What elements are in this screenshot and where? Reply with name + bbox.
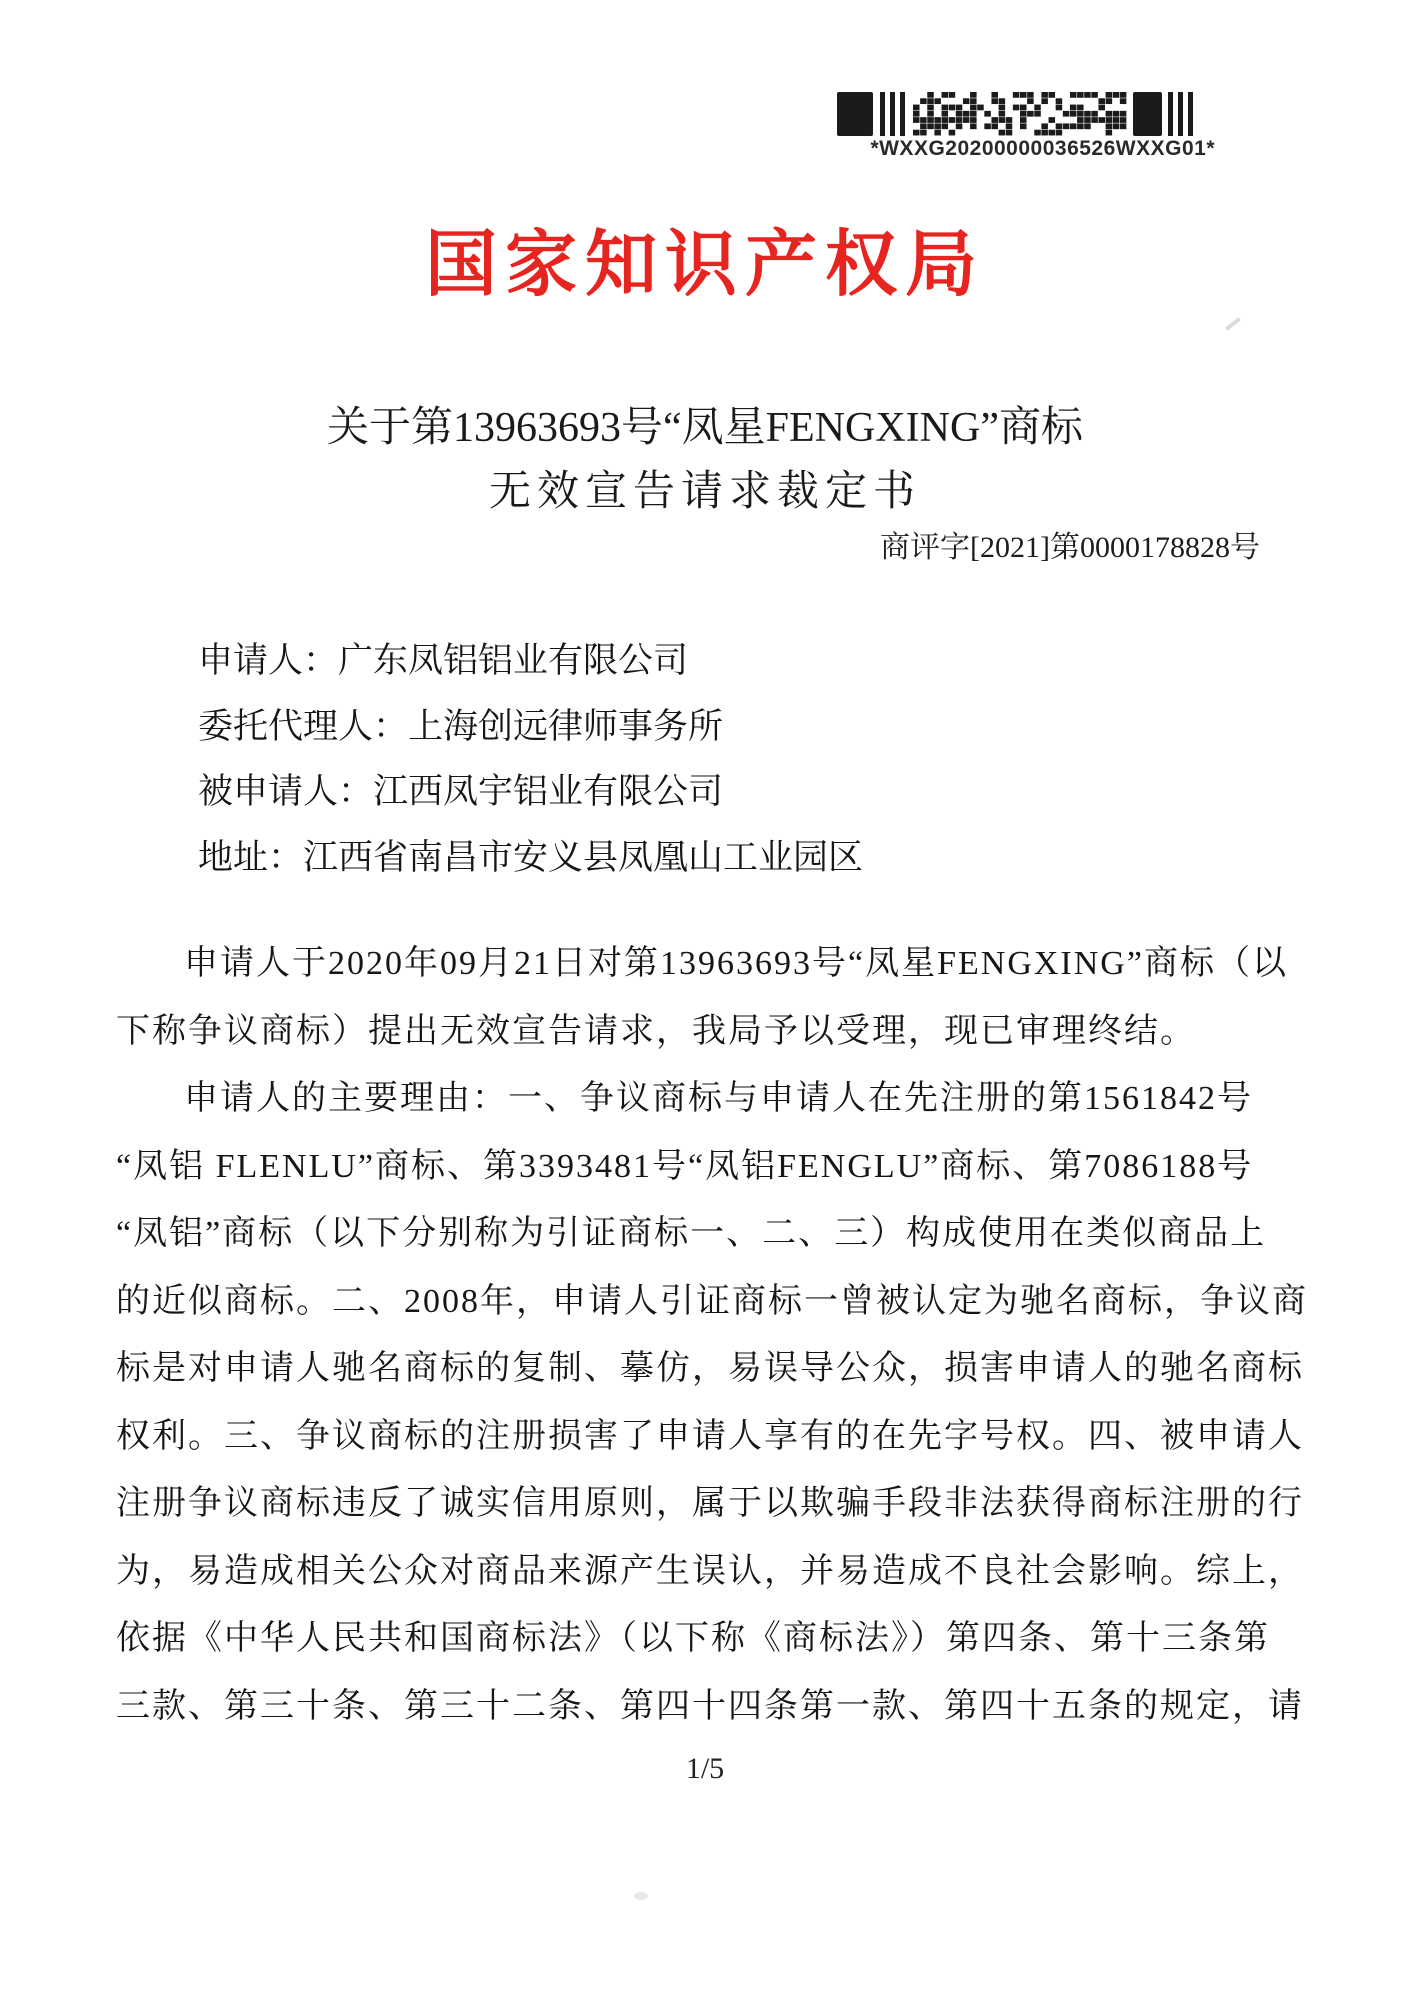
barcode-block — [837, 92, 1215, 161]
barcode-text: *WXXG20200000036526WXXG01* — [870, 137, 1215, 160]
document-title — [0, 396, 1410, 524]
paragraph-line: 依据《中华人民共和国商标法》（以下称《商标法》）第四条、第十三条第 — [116, 1620, 1270, 1657]
paragraph-line: 的近似商标。二、2008年，申请人引证商标一曾被认定为驰名商标，争议商 — [116, 1282, 1308, 1320]
document-title-line2: 无效宣告请求裁定书 — [488, 469, 921, 515]
paragraph-line: 标是对申请人驰名商标的复制、摹仿，易误导公众，损害申请人的驰名商标 — [116, 1350, 1304, 1387]
paragraph-line: 权利。三、争议商标的注册损害了申请人享有的在先字号权。四、被申请人 — [116, 1417, 1304, 1455]
respondent-line: 被申请人：江西凤宇铝业有限公司 — [198, 772, 724, 811]
paragraph-line: 注册争议商标违反了诚实信用原则，属于以欺骗手段非法获得商标注册的行 — [116, 1485, 1304, 1522]
paragraph-line: 申请人于2020年09月21日对第13963693号“凤星FENGXING”商标（以 — [184, 945, 1288, 982]
barcode-start-bars — [880, 92, 905, 136]
document-title-line1: 关于第13963693号“凤星FENGXING”商标 — [327, 405, 1083, 451]
barcode-matrix-icon — [913, 92, 1127, 136]
barcode-end-block — [1133, 92, 1162, 136]
paragraph-line: 下称争议商标）提出无效宣告请求，我局予以受理，现已审理终结。 — [116, 1012, 1196, 1050]
barcode-start-block — [837, 92, 873, 136]
scan-artifact — [1225, 317, 1242, 331]
paragraph-line: “凤铝”商标（以下分别称为引证商标一、二、三）构成使用在类似商品上 — [116, 1215, 1267, 1252]
applicant-line: 申请人：广东凤铝铝业有限公司 — [198, 641, 689, 680]
agent-line: 委托代理人：上海创远律师事务所 — [198, 706, 724, 746]
body-text — [116, 930, 1308, 1740]
paragraph-line: 三款、第三十条、第三十二条、第四十四条第一款、第四十五条的规定，请 — [116, 1687, 1304, 1725]
barcode-icon — [837, 92, 1193, 136]
paragraph-line: 为，易造成相关公众对商品来源产生误认，并易造成不良社会影响。综上， — [116, 1552, 1304, 1590]
barcode-end-bars — [1168, 92, 1193, 136]
paragraph-line: “凤铝 FLENLU”商标、第3393481号“凤铝FENGLU”商标、第7086188号 — [116, 1147, 1254, 1185]
scan-artifact — [634, 1892, 648, 1900]
address-line: 地址：江西省南昌市安义县凤凰山工业园区 — [198, 837, 864, 877]
agency-title: 国家知识产权局 — [424, 225, 985, 305]
page-number: 1/5 — [685, 1752, 725, 1785]
reference-number: 商评字[2021]第0000178828号 — [880, 531, 1260, 564]
paragraph-line: 申请人的主要理由：一、争议商标与申请人在先注册的第1561842号 — [184, 1080, 1253, 1117]
parties-block — [198, 628, 863, 890]
